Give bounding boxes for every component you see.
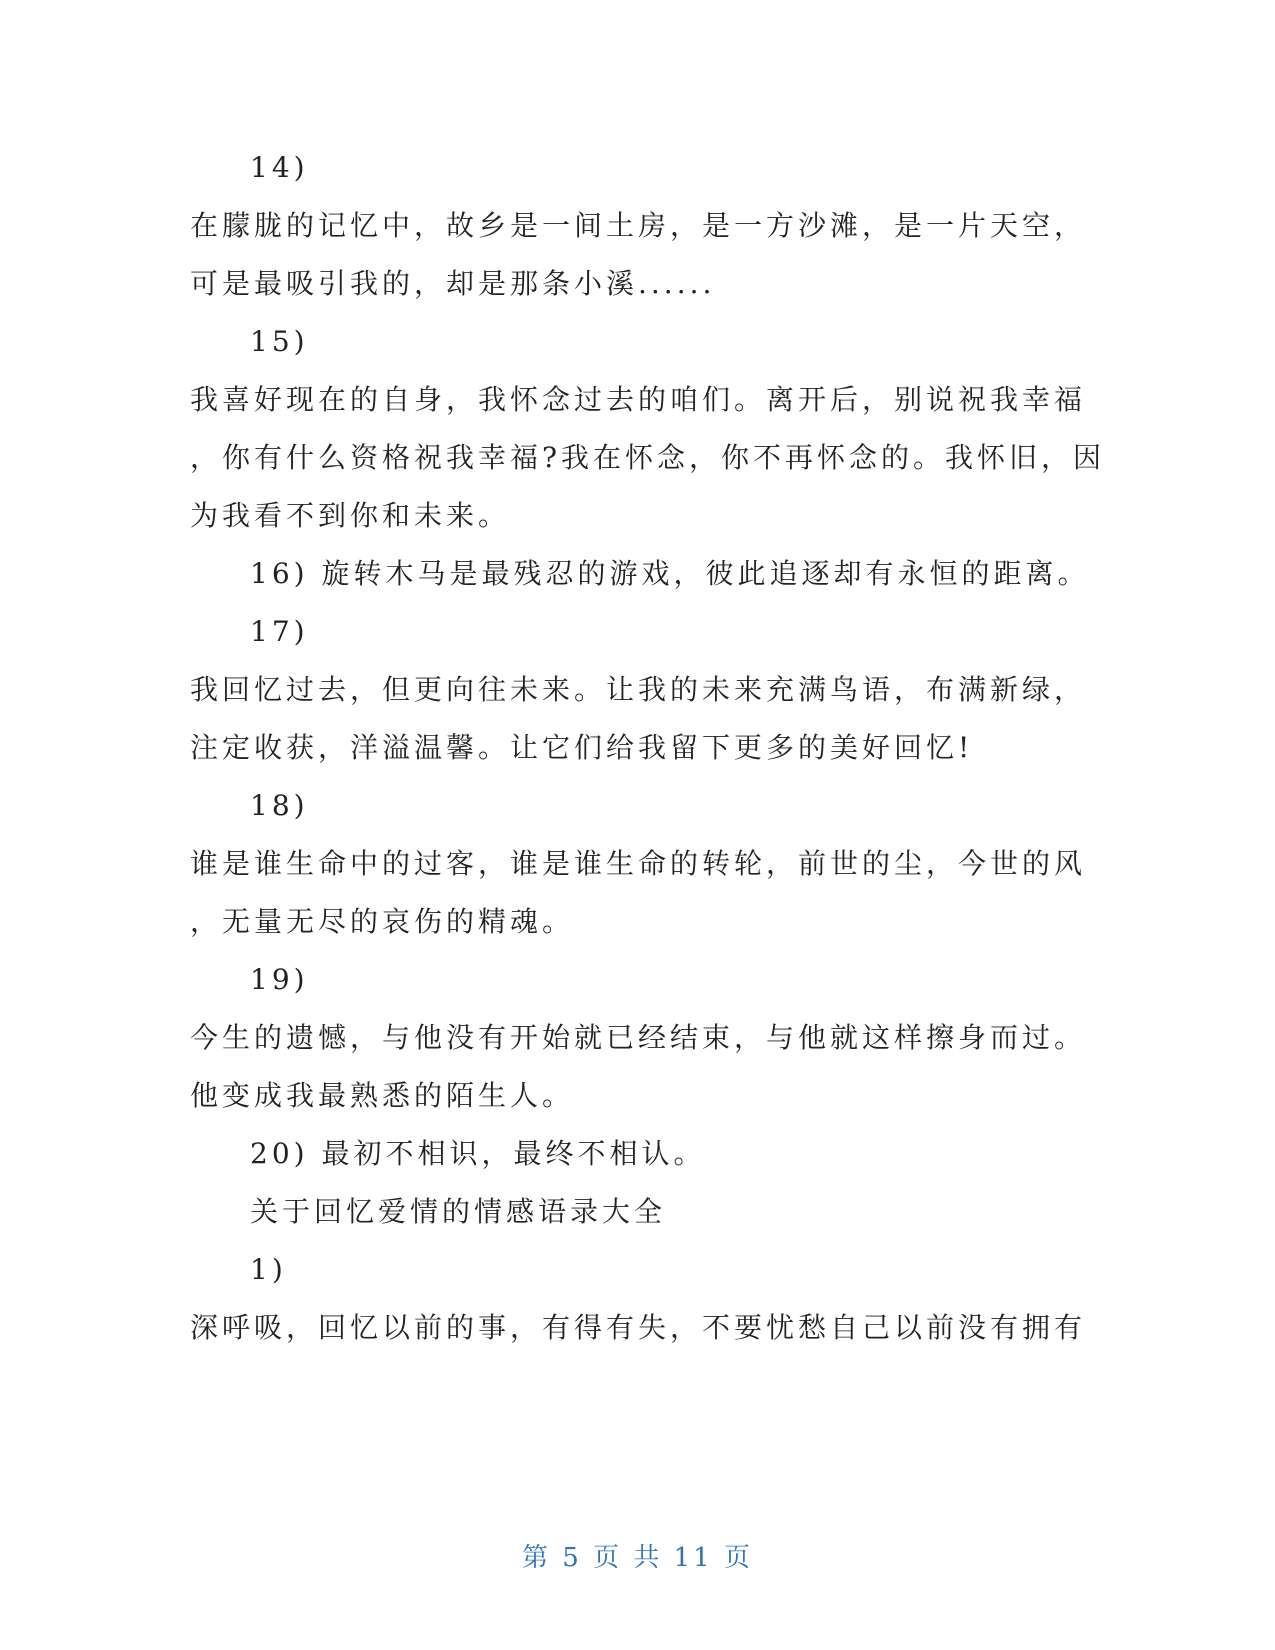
paragraph-line: 我回忆过去，但更向往未来。让我的未来充满鸟语，布满新绿， bbox=[190, 673, 1087, 706]
paragraph-line: 可是最吸引我的，却是那条小溪...... bbox=[190, 267, 716, 300]
paragraph-line: 20) 最初不相识，最终不相认。 bbox=[250, 1137, 706, 1170]
item-number: 15) bbox=[250, 325, 309, 358]
paragraph-line: 16) 旋转木马是最残忍的游戏，彼此追逐却有永恒的距离。 bbox=[250, 557, 1090, 590]
item-number: 14) bbox=[250, 151, 309, 184]
item-number: 17) bbox=[250, 615, 309, 648]
paragraph-line: 谁是谁生命中的过客，谁是谁生命的转轮，前世的尘，今世的风 bbox=[190, 847, 1087, 880]
paragraph-line: 注定收获，洋溢温馨。让它们给我留下更多的美好回忆! bbox=[190, 731, 974, 764]
paragraph-line: ，你有什么资格祝我幸福?我在怀念，你不再怀念的。我怀旧，因 bbox=[190, 441, 1106, 474]
item-number: 19) bbox=[250, 963, 309, 996]
paragraph-line: 今生的遗憾，与他没有开始就已经结束，与他就这样擦身而过。 bbox=[190, 1021, 1087, 1054]
paragraph-line: ，无量无尽的哀伤的精魂。 bbox=[190, 905, 575, 938]
paragraph-line: 深呼吸，回忆以前的事，有得有失，不要忧愁自己以前没有拥有 bbox=[190, 1311, 1087, 1344]
item-number: 18) bbox=[250, 789, 309, 822]
item-number: 1) bbox=[250, 1253, 287, 1286]
paragraph-line: 为我看不到你和未来。 bbox=[190, 499, 511, 532]
paragraph-line: 我喜好现在的自身，我怀念过去的咱们。离开后，别说祝我幸福 bbox=[190, 383, 1087, 416]
page-footer: 第 5 页 共 11 页 bbox=[522, 1543, 753, 1573]
section-heading: 关于回忆爱情的情感语录大全 bbox=[250, 1195, 667, 1228]
paragraph-line: 他变成我最熟悉的陌生人。 bbox=[190, 1079, 575, 1112]
paragraph-line: 在朦胧的记忆中，故乡是一间土房，是一方沙滩，是一片天空， bbox=[190, 209, 1087, 242]
